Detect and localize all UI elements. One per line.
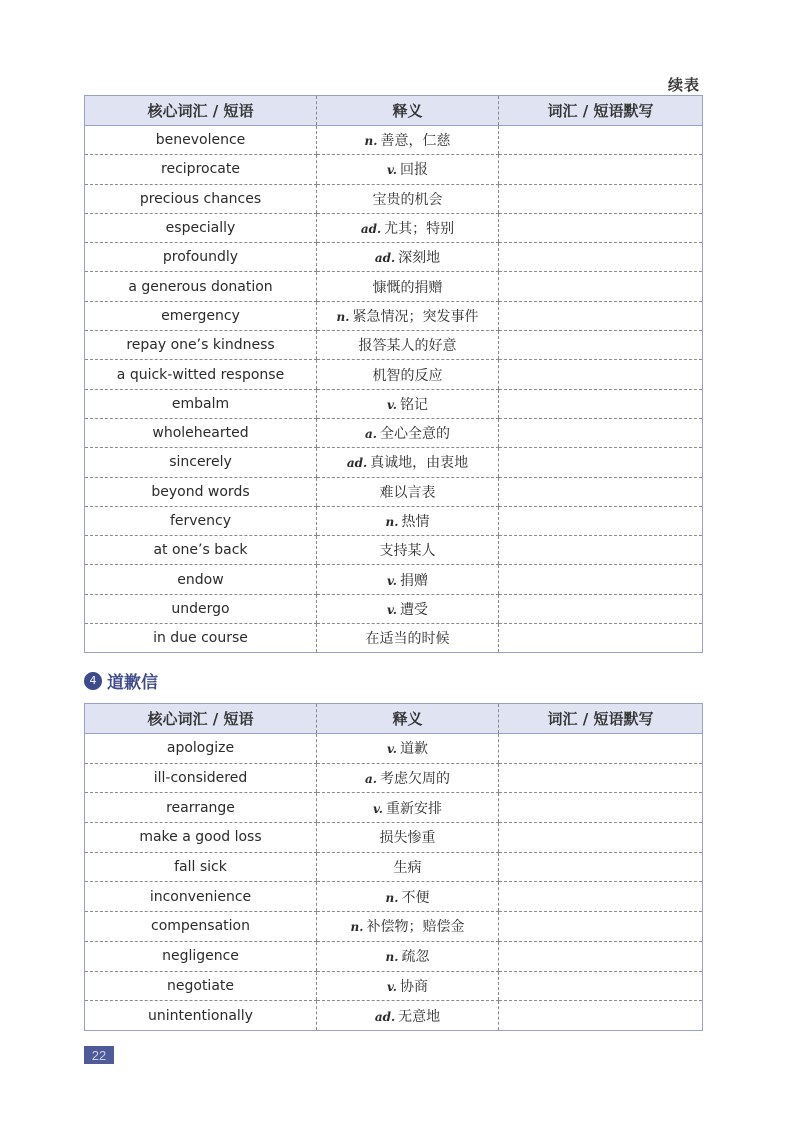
part-of-speech: v. [387, 397, 397, 412]
meaning-cell [317, 418, 499, 447]
meaning-cell [317, 477, 499, 506]
term-cell: beyond words [85, 477, 317, 506]
dictation-cell [499, 971, 703, 1001]
dictation-cell [499, 389, 703, 418]
table-header-row [85, 704, 703, 734]
dictation-cell [499, 594, 703, 623]
term-cell: compensation [85, 912, 317, 942]
meaning-cell [317, 243, 499, 272]
dictation-cell [499, 418, 703, 447]
meaning-cell [317, 823, 499, 853]
term-cell: sincerely [85, 448, 317, 477]
dictation-cell [499, 793, 703, 823]
term-cell: benevolence [85, 126, 317, 155]
meaning-cell [317, 912, 499, 942]
header-dictation: 词汇 / 短语默写 [499, 704, 703, 734]
term-cell: endow [85, 565, 317, 594]
dictation-cell [499, 506, 703, 535]
dictation-cell [499, 1001, 703, 1031]
meaning-cell [317, 360, 499, 389]
table-row [85, 793, 703, 823]
dictation-cell [499, 184, 703, 213]
table-row [85, 971, 703, 1001]
meaning-text: 道歉 [399, 741, 428, 758]
part-of-speech: a. [365, 427, 377, 442]
part-of-speech: v. [387, 573, 397, 588]
term-cell: unintentionally [148, 1007, 253, 1024]
term-cell: wholehearted [85, 418, 317, 447]
meaning-cell [317, 506, 499, 535]
meaning-text: 不便 [401, 889, 430, 906]
meaning-text: 无意地 [398, 1008, 441, 1025]
meaning-cell [317, 793, 499, 823]
header-term: 核心词汇 / 短语 [85, 96, 317, 126]
table-row [85, 763, 703, 793]
part-of-speech: n. [336, 309, 350, 324]
part-of-speech: n. [385, 515, 399, 529]
dictation-cell [499, 301, 703, 330]
meaning-cell [317, 1001, 499, 1031]
meaning-cell [317, 763, 499, 793]
meaning-cell [317, 971, 499, 1001]
term-cell: reciprocate [85, 155, 317, 184]
dictation-cell [499, 763, 703, 793]
meaning-text: 回报 [399, 162, 428, 179]
table-row [85, 882, 703, 912]
dictation-cell [499, 941, 703, 971]
table-row [85, 912, 703, 942]
meaning-text: 考虑欠周的 [379, 771, 450, 788]
table-row [85, 477, 703, 506]
meaning-text: 遭受 [399, 601, 428, 618]
meaning-cell [317, 331, 499, 360]
part-of-speech: v. [387, 163, 397, 178]
term-cell: emergency [85, 301, 317, 330]
meaning-cell [317, 624, 499, 653]
meaning-cell [317, 155, 499, 184]
table-row [85, 155, 703, 184]
table-row [85, 360, 703, 389]
dictation-cell [499, 565, 703, 594]
table-row [85, 418, 703, 447]
meaning-text: 宝贵的机会 [372, 191, 443, 208]
term-cell: in due course [153, 630, 248, 647]
dictation-cell [499, 734, 703, 764]
meaning-text: 重新安排 [385, 800, 442, 817]
table-row [85, 243, 703, 272]
part-of-speech: ad. [360, 222, 382, 237]
meaning-text: 真诚地，由衷地 [370, 455, 469, 472]
meaning-cell [317, 594, 499, 623]
header-meaning: 释义 [317, 704, 499, 734]
table-row [85, 389, 703, 418]
dictation-cell [499, 448, 703, 477]
table-row [85, 506, 703, 535]
dictation-cell [499, 536, 703, 565]
table-row [85, 536, 703, 565]
vocab-table-1 [84, 95, 703, 653]
table-row [85, 734, 703, 764]
part-of-speech: v. [373, 801, 383, 816]
term-cell: at one’s back [85, 536, 317, 565]
part-of-speech: v. [387, 979, 397, 994]
part-of-speech: a. [365, 772, 377, 787]
term-cell: negligence [85, 941, 317, 971]
dictation-cell [499, 360, 703, 389]
dictation-cell [499, 213, 703, 242]
part-of-speech: ad. [374, 251, 396, 266]
meaning-text: 铭记 [399, 396, 428, 413]
term-cell: rearrange [85, 793, 317, 823]
meaning-cell [317, 941, 499, 971]
term-cell: inconvenience [85, 882, 317, 912]
meaning-text: 损失惨重 [379, 830, 436, 847]
dictation-cell [499, 331, 703, 360]
term-cell: apologize [85, 734, 317, 764]
term-cell: make a good loss [85, 823, 317, 853]
meaning-cell [317, 126, 499, 155]
term-cell: especially [85, 213, 317, 242]
meaning-cell [317, 448, 499, 477]
meaning-text: 难以言表 [379, 484, 436, 501]
meaning-text: 捐赠 [399, 572, 428, 589]
meaning-text: 善意，仁慈 [380, 133, 451, 150]
part-of-speech: v. [387, 602, 397, 617]
part-of-speech: n. [385, 890, 399, 905]
term-cell: embalm [85, 389, 317, 418]
dictation-cell [499, 243, 703, 272]
vocab-table-1-body [85, 126, 703, 653]
meaning-text: 支持某人 [379, 543, 436, 560]
meaning-text: 疏忽 [401, 949, 430, 966]
table-row [85, 301, 703, 330]
part-of-speech: ad. [346, 456, 368, 471]
dictation-cell [499, 477, 703, 506]
header-dictation: 词汇 / 短语默写 [499, 96, 703, 126]
term-cell: negotiate [85, 971, 317, 1001]
table-row [85, 941, 703, 971]
section-title: 道歉信 [107, 673, 158, 693]
meaning-cell [317, 272, 499, 301]
dictation-cell [499, 155, 703, 184]
vocab-table-2-body [85, 734, 703, 1031]
dictation-cell [499, 624, 703, 653]
table-row [85, 823, 703, 853]
meaning-text: 协商 [399, 978, 428, 995]
vocab-table-2 [84, 703, 703, 1031]
meaning-text: 尤其；特别 [384, 221, 455, 238]
term-cell: fervency [85, 506, 317, 535]
meaning-text: 在适当的时候 [365, 631, 450, 648]
table-row [85, 594, 703, 623]
meaning-text: 热情 [401, 514, 430, 530]
table-row [85, 184, 703, 213]
term-cell: fall sick [85, 852, 317, 882]
meaning-cell [317, 565, 499, 594]
meaning-text: 慷慨的捐赠 [372, 279, 443, 296]
table-row [85, 126, 703, 155]
dictation-cell [499, 852, 703, 882]
meaning-text: 生病 [393, 860, 422, 877]
term-cell: a quick-witted response [85, 360, 317, 389]
dictation-cell [499, 912, 703, 942]
part-of-speech: n. [385, 950, 399, 965]
header-meaning: 释义 [317, 96, 499, 126]
term-cell: precious chances [85, 184, 317, 213]
term-cell: profoundly [85, 243, 317, 272]
table-row [85, 1001, 703, 1031]
meaning-text: 深刻地 [398, 250, 441, 267]
meaning-cell [317, 213, 499, 242]
term-cell: undergo [85, 594, 317, 623]
dictation-cell [499, 272, 703, 301]
term-cell: ill-considered [85, 763, 317, 793]
term-cell: repay one’s kindness [85, 331, 317, 360]
table-row [85, 624, 703, 653]
meaning-cell [317, 852, 499, 882]
meaning-cell [317, 389, 499, 418]
meaning-cell [317, 184, 499, 213]
header-term: 核心词汇 / 短语 [85, 704, 317, 734]
table-row [85, 565, 703, 594]
meaning-cell [317, 882, 499, 912]
meaning-cell [317, 734, 499, 764]
table-header-row [85, 96, 703, 126]
meaning-cell [317, 301, 499, 330]
meaning-text: 补偿物；赔偿金 [366, 919, 465, 936]
page-number: 22 [84, 1046, 114, 1064]
part-of-speech: n. [350, 920, 364, 935]
table-row [85, 213, 703, 242]
meaning-text: 机智的反应 [372, 367, 443, 384]
meaning-cell [317, 536, 499, 565]
table-row [85, 448, 703, 477]
part-of-speech: v. [387, 742, 397, 757]
meaning-text: 紧急情况；突发事件 [352, 308, 479, 325]
dictation-cell [499, 823, 703, 853]
section-heading-apology [84, 668, 158, 693]
table-row [85, 272, 703, 301]
table-row [85, 331, 703, 360]
number-four-icon: 4 [84, 672, 102, 690]
dictation-cell [499, 882, 703, 912]
table-row [85, 852, 703, 882]
part-of-speech: ad. [374, 1009, 396, 1024]
part-of-speech: n. [364, 134, 378, 149]
dictation-cell [499, 126, 703, 155]
continued-label: 续表 [667, 76, 700, 94]
meaning-text: 全心全意的 [379, 426, 450, 443]
meaning-text: 报答某人的好意 [358, 338, 457, 355]
term-cell: a generous donation [85, 272, 317, 301]
